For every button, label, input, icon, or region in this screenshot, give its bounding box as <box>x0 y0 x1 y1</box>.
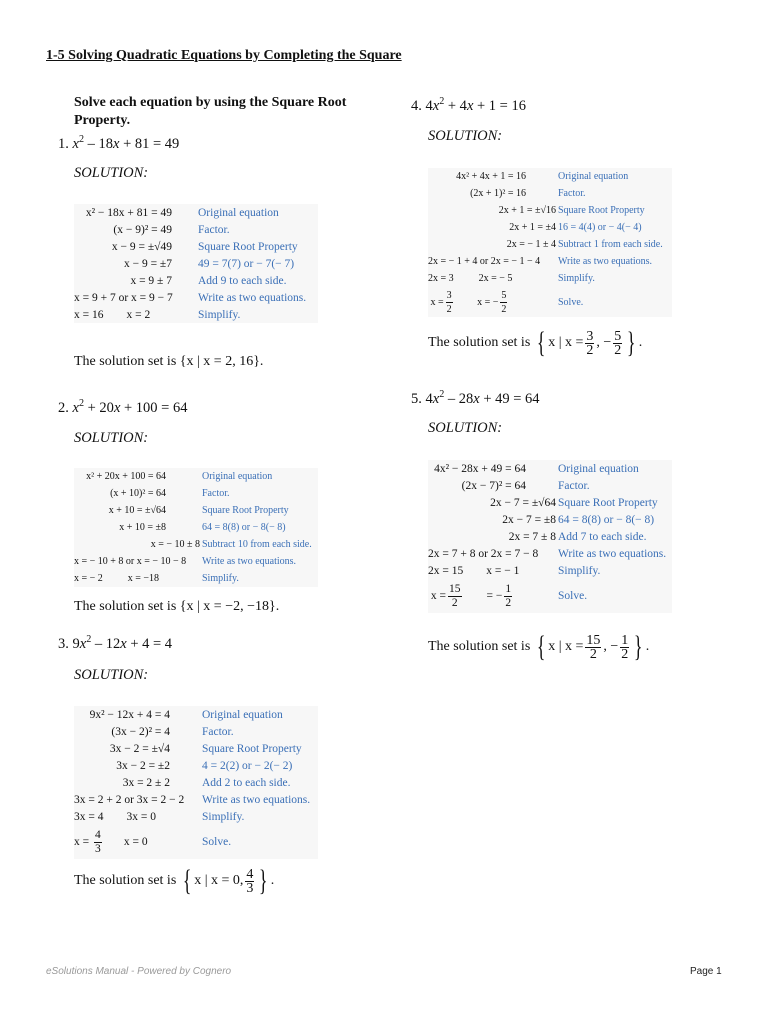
problem-3-solution-label: SOLUTION: <box>74 667 149 683</box>
problem-4-statement: 4. $4x^2 + 4x + 1 = 16$ <box>411 96 526 114</box>
footer-source: eSolutions Manual - Powered by Cognero <box>46 966 232 977</box>
problem-1-solution-set: The solution set is {x | x = 2, 16}. <box>74 354 264 369</box>
problem-2-work: x² + 20x + 100 = 64 Original equation (x + 10)² = 64 Factor. x + 10 = ±√64 Square Root Property x + 10 = ±8 64 = 8(8) or − 8(− 8) x = − 10 ± 8 Subtract 10 from each side. x = − 10 + 8 or x = − 10 − 8 Write as two equations. x = − 2 x = −18 Simplify. <box>74 468 318 587</box>
page-title: 1-5 Solving Quadratic Equations by Completing the Square <box>46 48 402 63</box>
instructions: Solve each equation by using the Square Root Property. <box>74 95 347 128</box>
problem-1-statement: 1. $x^2 - 18x + 81 = 49$ <box>58 134 180 152</box>
problem-2-statement: 2. $x^2 + 20x + 100 = 64$ <box>58 398 188 416</box>
problem-3-work: 9x² − 12x + 4 = 4 Original equation (3x − 2)² = 4 Factor. 3x − 2 = ±√4 Square Root Property 3x − 2 = ±2 4 = 2(2) or − 2(− 2) 3x = 2 ± 2 Add 2 to each side. 3x = 2 + 2 or 3x = 2 − 2 Write as two equations. 3x = 4 3x = 0 Simplify. x = $\frac{4}{3}$ x = 0 Solve. <box>74 706 318 859</box>
problem-2-solution-label: SOLUTION: <box>74 430 149 446</box>
problem-1-solution-label: SOLUTION: <box>74 165 149 181</box>
problem-3-solution-set: The solution set is { x | x = 0, $\frac{4}{3}$ } . <box>74 864 275 897</box>
problem-4-solution-set: The solution set is { x | x = $\frac{3}{2}$ , − $\frac{5}{2}$ } . <box>428 326 643 359</box>
problem-4-work: 4x² + 4x + 1 = 16 Original equation (2x + 1)² = 16 Factor. 2x + 1 = ±√16 Square Root Property 2x + 1 = ±4 16 = 4(4) or − 4(− 4) 2x = − 1 ± 4 Subtract 1 from each side. 2x = − 1 + 4 or 2x = − 1 − 4 Write as two equations. 2x = 3 2x = − 5 Simplify. x = $\frac{3}{2}$ x = − $\frac{5}{2}$ Solve. <box>428 168 672 317</box>
problem-2-solution-set: The solution set is {x | x = −2, −18}. <box>74 599 280 614</box>
problem-5-work: 4x² − 28x + 49 = 64 Original equation (2x − 7)² = 64 Factor. 2x − 7 = ±√64 Square Root Property 2x − 7 = ±8 64 = 8(8) or − 8(− 8) 2x = 7 ± 8 Add 7 to each side. 2x = 7 + 8 or 2x = 7 − 8 Write as two equations. 2x = 15 x = − 1 Simplify. x = $\frac{15}{2}$ = − $\frac{1}{2}$ Solve. <box>428 460 672 613</box>
problem-5-statement: 5. $4x^2 - 28x + 49 = 64$ <box>411 389 540 407</box>
problem-3-statement: 3. $9x^2 - 12x + 4 = 4$ <box>58 634 173 652</box>
problem-4-solution-label: SOLUTION: <box>428 128 503 144</box>
problem-5-solution-set: The solution set is { x | x = $\frac{15}{2}$ , − $\frac{1}{2}$ } . <box>428 630 650 663</box>
problem-1-work: x² − 18x + 81 = 49 Original equation (x − 9)² = 49 Factor. x − 9 = ±√49 Square Root Property x − 9 = ±7 49 = 7(7) or − 7(− 7) x = 9 ± 7 Add 9 to each side. x = 9 + 7 or x = 9 − 7 Write as two equations. x = 16 x = 2 Simplify. <box>74 204 318 323</box>
page-number: Page 1 <box>690 966 722 977</box>
problem-5-solution-label: SOLUTION: <box>428 420 503 436</box>
